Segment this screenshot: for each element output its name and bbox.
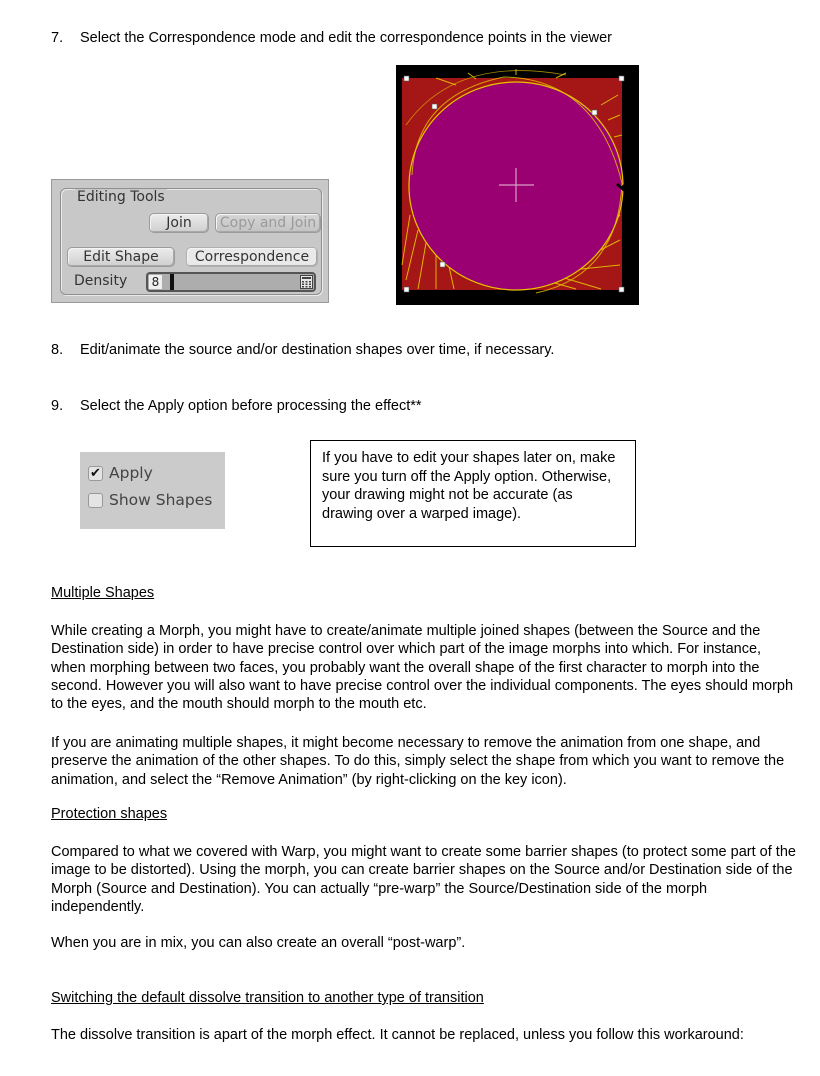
multiple-shapes-heading: Multiple Shapes [51, 585, 155, 601]
step-text: Select the Apply option before processing the effect** [80, 398, 422, 414]
multiple-shapes-paragraph-1: While creating a Morph, you might have to create/animate multiple joined shapes (between the Source and the Destination side) in order to have precise control over which part of the image morphs into which. For instance, when morphing between two faces, you probably want the overall shape of the first character to morph into the second. However you will also want to have precise control over the individual components. The eyes should morph to the eyes, and the mouth should morph to the mouth etc. [51, 623, 794, 713]
corner-point[interactable] [404, 76, 409, 81]
density-slider-thumb[interactable] [170, 274, 174, 290]
correspondence-point[interactable] [432, 104, 437, 109]
apply-label[interactable]: Apply [109, 464, 153, 482]
correspondence-button[interactable]: Correspondence [186, 247, 318, 267]
step-number: 7. [51, 30, 64, 46]
density-value[interactable]: 8 [149, 275, 162, 289]
protection-shapes-paragraph-2: When you are in mix, you can also create an overall “post-warp”. [51, 935, 466, 951]
corner-point[interactable] [619, 76, 624, 81]
protection-shapes-heading: Protection shapes [51, 806, 168, 822]
step-number: 8. [51, 342, 64, 358]
switching-transition-heading: Switching the default dissolve transition to another type of transition [51, 990, 484, 1006]
correspondence-point[interactable] [440, 262, 445, 267]
note-box: If you have to edit your shapes later on, make sure you turn off the Apply option. Otherwise, your drawing might not be accurate (as drawing over a warped image). [310, 440, 636, 547]
correspondence-point[interactable] [592, 110, 597, 115]
show-shapes-label[interactable]: Show Shapes [109, 491, 213, 509]
step-text: Edit/animate the source and/or destination shapes over time, if necessary. [80, 342, 555, 358]
switching-transition-paragraph: The dissolve transition is apart of the morph effect. It cannot be replaced, unless you follow this workaround: [51, 1027, 744, 1043]
multiple-shapes-paragraph-2: If you are animating multiple shapes, it might become necessary to remove the animation from one shape, and preserve the animation of the other shapes. To do this, simply select the shape from which you want to remove the animation, and select the “Remove Animation” (by right-clicking on the key icon). [51, 735, 785, 788]
step-number: 9. [51, 398, 64, 414]
protection-shapes-paragraph-1: Compared to what we covered with Warp, you might want to create some barrier shapes (to protect some part of the image to be distorted). Using the morph, you can create barrier shapes on the Source and/or Destination side of the Morph (Source and Destination). You can actually “pre-warp” the Source/Destination side of the morph independently. [51, 844, 796, 915]
step-text: Select the Correspondence mode and edit the correspondence points in the viewer [80, 30, 612, 46]
density-label: Density [74, 273, 128, 289]
step-9 [51, 398, 422, 414]
show-shapes-checkbox[interactable] [88, 493, 103, 508]
corner-point[interactable] [619, 287, 624, 292]
density-slider[interactable] [146, 272, 316, 292]
step-7 [51, 30, 612, 46]
calculator-icon[interactable] [300, 275, 313, 289]
apply-checkbox[interactable]: ✔ [88, 466, 103, 481]
corner-point[interactable] [404, 287, 409, 292]
join-button[interactable]: Join [149, 213, 209, 233]
apply-options-panel [80, 452, 225, 529]
editing-tools-title: Editing Tools [77, 189, 165, 205]
edit-shape-button[interactable]: Edit Shape [67, 247, 175, 267]
step-8 [51, 342, 554, 358]
editing-tools-panel [51, 179, 329, 303]
copy-and-join-button[interactable]: Copy and Join [215, 213, 321, 233]
correspondence-viewer[interactable] [396, 65, 639, 305]
